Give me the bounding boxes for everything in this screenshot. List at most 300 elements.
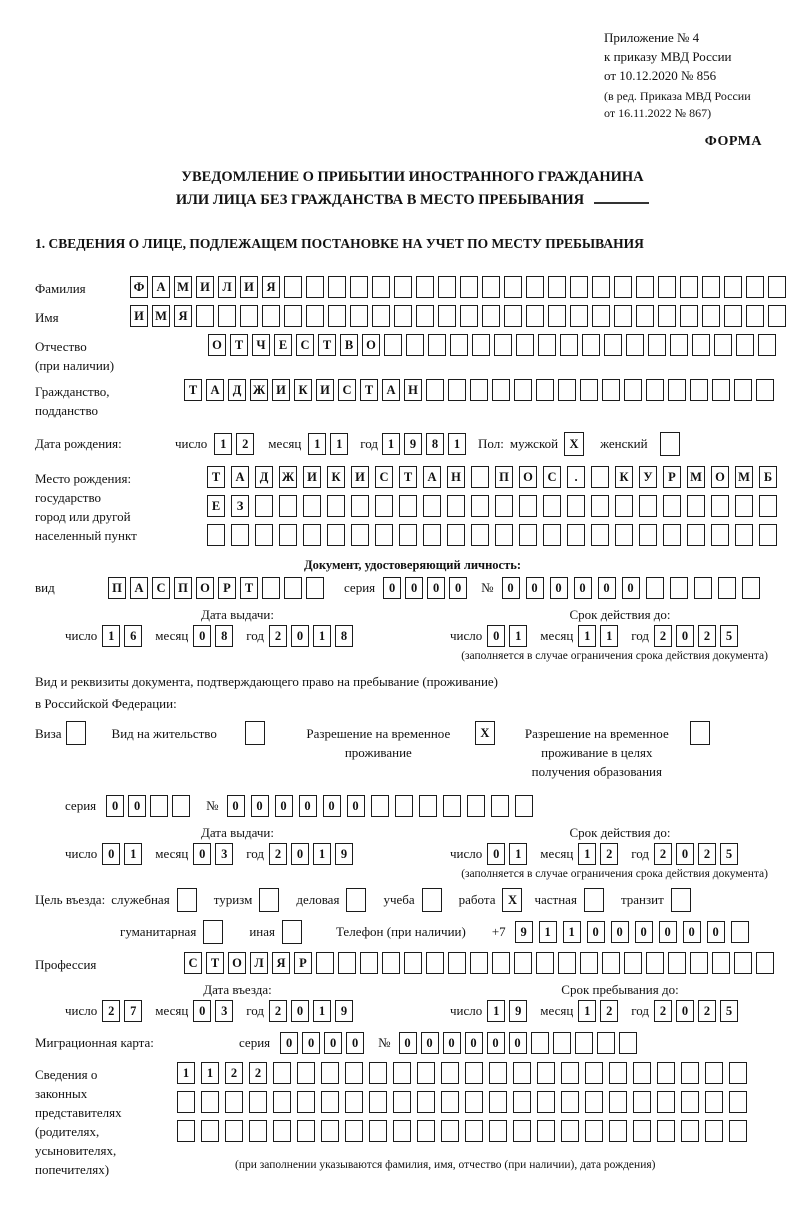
char-cell[interactable] <box>724 305 742 327</box>
char-cell[interactable]: 0 <box>346 1032 364 1054</box>
char-cell[interactable] <box>465 1091 483 1113</box>
char-cell[interactable] <box>306 276 324 298</box>
char-cell[interactable] <box>297 1120 315 1142</box>
char-cell[interactable] <box>670 334 688 356</box>
char-cell[interactable]: 0 <box>128 795 146 817</box>
char-cell[interactable]: Л <box>250 952 268 974</box>
char-cell[interactable] <box>369 1091 387 1113</box>
char-cell[interactable]: Б <box>759 466 777 488</box>
char-cell[interactable] <box>201 1091 219 1113</box>
char-cell[interactable]: 9 <box>515 921 533 943</box>
char-cell[interactable] <box>321 1062 339 1084</box>
char-cell[interactable] <box>441 1091 459 1113</box>
char-cell[interactable] <box>306 577 324 599</box>
char-cell[interactable] <box>492 379 510 401</box>
char-cell[interactable]: С <box>375 466 393 488</box>
char-cell[interactable] <box>756 379 774 401</box>
char-cell[interactable] <box>536 952 554 974</box>
char-cell[interactable] <box>548 305 566 327</box>
char-cell[interactable]: 2 <box>225 1062 243 1084</box>
char-cell[interactable] <box>585 1062 603 1084</box>
char-cell[interactable] <box>692 334 710 356</box>
char-cell[interactable]: 1 <box>313 625 331 647</box>
char-cell[interactable] <box>231 524 249 546</box>
blank-underline[interactable] <box>594 202 649 204</box>
char-cell[interactable] <box>636 276 654 298</box>
char-cell[interactable] <box>419 795 437 817</box>
char-cell[interactable] <box>731 921 749 943</box>
char-cell[interactable] <box>369 1062 387 1084</box>
char-cell[interactable] <box>282 920 302 944</box>
char-cell[interactable] <box>585 1120 603 1142</box>
char-cell[interactable] <box>375 495 393 517</box>
char-cell[interactable] <box>371 795 389 817</box>
char-cell[interactable]: 0 <box>291 1000 309 1022</box>
char-cell[interactable]: А <box>423 466 441 488</box>
char-cell[interactable]: 1 <box>308 433 326 455</box>
char-cell[interactable] <box>416 305 434 327</box>
char-cell[interactable]: 0 <box>465 1032 483 1054</box>
char-cell[interactable]: О <box>196 577 214 599</box>
char-cell[interactable]: Т <box>230 334 248 356</box>
char-cell[interactable] <box>519 495 537 517</box>
char-cell[interactable] <box>489 1120 507 1142</box>
char-cell[interactable]: Ж <box>279 466 297 488</box>
char-cell[interactable]: А <box>152 276 170 298</box>
char-cell[interactable] <box>711 524 729 546</box>
char-cell[interactable] <box>680 276 698 298</box>
char-cell[interactable]: 3 <box>215 1000 233 1022</box>
char-cell[interactable]: С <box>184 952 202 974</box>
char-cell[interactable] <box>321 1091 339 1113</box>
char-cell[interactable] <box>471 495 489 517</box>
char-cell[interactable] <box>657 1091 675 1113</box>
char-cell[interactable] <box>538 334 556 356</box>
char-cell[interactable]: 0 <box>676 625 694 647</box>
char-cell[interactable]: 0 <box>106 795 124 817</box>
char-cell[interactable] <box>604 334 622 356</box>
char-cell[interactable]: 1 <box>578 1000 596 1022</box>
char-cell[interactable]: 0 <box>324 1032 342 1054</box>
char-cell[interactable] <box>262 577 280 599</box>
char-cell[interactable] <box>735 495 753 517</box>
char-cell[interactable]: П <box>495 466 513 488</box>
char-cell[interactable]: Ч <box>252 334 270 356</box>
char-cell[interactable]: Т <box>399 466 417 488</box>
char-cell[interactable]: Т <box>360 379 378 401</box>
char-cell[interactable]: 2 <box>269 625 287 647</box>
char-cell[interactable] <box>384 334 402 356</box>
char-cell[interactable] <box>515 795 533 817</box>
char-cell[interactable] <box>346 888 366 912</box>
char-cell[interactable]: 1 <box>102 625 120 647</box>
char-cell[interactable] <box>177 888 197 912</box>
char-cell[interactable] <box>284 276 302 298</box>
char-cell[interactable]: 0 <box>487 843 505 865</box>
char-cell[interactable]: Р <box>218 577 236 599</box>
char-cell[interactable] <box>273 1062 291 1084</box>
char-cell[interactable] <box>646 577 664 599</box>
char-cell[interactable] <box>482 305 500 327</box>
char-cell[interactable]: У <box>639 466 657 488</box>
char-cell[interactable] <box>584 888 604 912</box>
char-cell[interactable] <box>255 495 273 517</box>
char-cell[interactable]: А <box>130 577 148 599</box>
char-cell[interactable] <box>316 952 334 974</box>
char-cell[interactable] <box>395 795 413 817</box>
char-cell[interactable] <box>489 1062 507 1084</box>
char-cell[interactable] <box>609 1062 627 1084</box>
char-cell[interactable] <box>177 1091 195 1113</box>
char-cell[interactable]: 6 <box>124 625 142 647</box>
char-cell[interactable]: 0 <box>421 1032 439 1054</box>
char-cell[interactable] <box>470 379 488 401</box>
char-cell[interactable] <box>255 524 273 546</box>
char-cell[interactable] <box>582 334 600 356</box>
char-cell[interactable] <box>470 952 488 974</box>
char-cell[interactable] <box>328 305 346 327</box>
char-cell[interactable] <box>712 952 730 974</box>
char-cell[interactable]: 1 <box>124 843 142 865</box>
char-cell[interactable] <box>279 524 297 546</box>
char-cell[interactable]: 0 <box>587 921 605 943</box>
char-cell[interactable] <box>172 795 190 817</box>
char-cell[interactable] <box>495 524 513 546</box>
char-cell[interactable] <box>702 305 720 327</box>
char-cell[interactable] <box>284 577 302 599</box>
char-cell[interactable]: 0 <box>323 795 341 817</box>
char-cell[interactable] <box>262 305 280 327</box>
char-cell[interactable] <box>465 1120 483 1142</box>
char-cell[interactable] <box>372 276 390 298</box>
char-cell[interactable]: Д <box>255 466 273 488</box>
char-cell[interactable]: X <box>502 888 522 912</box>
char-cell[interactable]: 0 <box>102 843 120 865</box>
char-cell[interactable]: Т <box>206 952 224 974</box>
char-cell[interactable]: И <box>272 379 290 401</box>
char-cell[interactable] <box>759 524 777 546</box>
char-cell[interactable] <box>633 1062 651 1084</box>
char-cell[interactable] <box>338 952 356 974</box>
char-cell[interactable] <box>597 1032 615 1054</box>
char-cell[interactable] <box>207 524 225 546</box>
char-cell[interactable]: 0 <box>347 795 365 817</box>
char-cell[interactable] <box>394 305 412 327</box>
char-cell[interactable]: Я <box>174 305 192 327</box>
char-cell[interactable] <box>614 276 632 298</box>
char-cell[interactable]: 0 <box>275 795 293 817</box>
char-cell[interactable] <box>639 524 657 546</box>
char-cell[interactable]: П <box>108 577 126 599</box>
char-cell[interactable]: 0 <box>676 843 694 865</box>
char-cell[interactable]: 0 <box>405 577 423 599</box>
char-cell[interactable] <box>350 305 368 327</box>
char-cell[interactable]: 2 <box>698 1000 716 1022</box>
char-cell[interactable]: 0 <box>598 577 616 599</box>
char-cell[interactable] <box>624 379 642 401</box>
char-cell[interactable]: О <box>362 334 380 356</box>
char-cell[interactable] <box>345 1120 363 1142</box>
char-cell[interactable] <box>687 495 705 517</box>
char-cell[interactable] <box>225 1091 243 1113</box>
char-cell[interactable] <box>543 495 561 517</box>
char-cell[interactable] <box>639 495 657 517</box>
char-cell[interactable] <box>417 1120 435 1142</box>
char-cell[interactable] <box>465 1062 483 1084</box>
char-cell[interactable] <box>609 1091 627 1113</box>
char-cell[interactable]: С <box>296 334 314 356</box>
char-cell[interactable]: 0 <box>299 795 317 817</box>
char-cell[interactable]: Т <box>318 334 336 356</box>
char-cell[interactable] <box>372 305 390 327</box>
char-cell[interactable] <box>249 1120 267 1142</box>
char-cell[interactable] <box>428 334 446 356</box>
char-cell[interactable] <box>441 1120 459 1142</box>
char-cell[interactable] <box>489 1091 507 1113</box>
char-cell[interactable] <box>658 305 676 327</box>
char-cell[interactable] <box>327 524 345 546</box>
char-cell[interactable] <box>570 305 588 327</box>
char-cell[interactable] <box>567 524 585 546</box>
char-cell[interactable]: 5 <box>720 625 738 647</box>
char-cell[interactable]: 0 <box>611 921 629 943</box>
char-cell[interactable]: 0 <box>291 843 309 865</box>
char-cell[interactable]: 0 <box>707 921 725 943</box>
char-cell[interactable] <box>736 334 754 356</box>
char-cell[interactable]: 0 <box>193 1000 211 1022</box>
char-cell[interactable] <box>526 305 544 327</box>
char-cell[interactable] <box>467 795 485 817</box>
char-cell[interactable]: И <box>130 305 148 327</box>
char-cell[interactable]: Т <box>184 379 202 401</box>
char-cell[interactable] <box>724 276 742 298</box>
char-cell[interactable]: О <box>711 466 729 488</box>
char-cell[interactable] <box>657 1120 675 1142</box>
char-cell[interactable]: 0 <box>280 1032 298 1054</box>
char-cell[interactable] <box>602 952 620 974</box>
char-cell[interactable] <box>196 305 214 327</box>
char-cell[interactable]: К <box>327 466 345 488</box>
char-cell[interactable] <box>714 334 732 356</box>
char-cell[interactable]: И <box>351 466 369 488</box>
char-cell[interactable] <box>423 524 441 546</box>
char-cell[interactable] <box>561 1120 579 1142</box>
char-cell[interactable] <box>646 379 664 401</box>
char-cell[interactable] <box>471 524 489 546</box>
char-cell[interactable] <box>712 379 730 401</box>
char-cell[interactable] <box>443 795 461 817</box>
char-cell[interactable]: Д <box>228 379 246 401</box>
char-cell[interactable]: 0 <box>526 577 544 599</box>
char-cell[interactable] <box>746 305 764 327</box>
char-cell[interactable]: 0 <box>193 843 211 865</box>
char-cell[interactable] <box>690 721 710 745</box>
char-cell[interactable] <box>694 577 712 599</box>
char-cell[interactable] <box>448 379 466 401</box>
char-cell[interactable] <box>681 1120 699 1142</box>
char-cell[interactable] <box>279 495 297 517</box>
char-cell[interactable] <box>441 1062 459 1084</box>
char-cell[interactable] <box>660 432 680 456</box>
char-cell[interactable] <box>742 577 760 599</box>
char-cell[interactable] <box>758 334 776 356</box>
char-cell[interactable] <box>423 495 441 517</box>
char-cell[interactable] <box>245 721 265 745</box>
char-cell[interactable]: 1 <box>382 433 400 455</box>
char-cell[interactable] <box>150 795 168 817</box>
char-cell[interactable] <box>668 952 686 974</box>
char-cell[interactable]: Е <box>274 334 292 356</box>
char-cell[interactable] <box>619 1032 637 1054</box>
char-cell[interactable] <box>548 276 566 298</box>
char-cell[interactable] <box>447 524 465 546</box>
char-cell[interactable] <box>177 1120 195 1142</box>
char-cell[interactable]: З <box>231 495 249 517</box>
char-cell[interactable] <box>591 466 609 488</box>
char-cell[interactable]: X <box>475 721 495 745</box>
char-cell[interactable] <box>561 1091 579 1113</box>
char-cell[interactable]: М <box>152 305 170 327</box>
char-cell[interactable]: 0 <box>676 1000 694 1022</box>
char-cell[interactable] <box>768 305 786 327</box>
char-cell[interactable]: 2 <box>654 625 672 647</box>
char-cell[interactable] <box>438 305 456 327</box>
char-cell[interactable]: 2 <box>698 843 716 865</box>
char-cell[interactable]: 1 <box>177 1062 195 1084</box>
char-cell[interactable] <box>609 1120 627 1142</box>
char-cell[interactable] <box>768 276 786 298</box>
char-cell[interactable]: И <box>196 276 214 298</box>
char-cell[interactable]: М <box>174 276 192 298</box>
char-cell[interactable] <box>375 524 393 546</box>
char-cell[interactable]: Ф <box>130 276 148 298</box>
char-cell[interactable]: 1 <box>509 843 527 865</box>
char-cell[interactable]: 1 <box>578 843 596 865</box>
char-cell[interactable] <box>422 888 442 912</box>
char-cell[interactable]: 8 <box>215 625 233 647</box>
char-cell[interactable]: 2 <box>269 843 287 865</box>
char-cell[interactable] <box>416 276 434 298</box>
char-cell[interactable] <box>648 334 666 356</box>
char-cell[interactable]: 0 <box>443 1032 461 1054</box>
char-cell[interactable] <box>306 305 324 327</box>
char-cell[interactable] <box>705 1091 723 1113</box>
char-cell[interactable]: 0 <box>502 577 520 599</box>
char-cell[interactable]: 2 <box>600 1000 618 1022</box>
char-cell[interactable] <box>615 524 633 546</box>
char-cell[interactable] <box>327 495 345 517</box>
char-cell[interactable] <box>284 305 302 327</box>
char-cell[interactable]: 0 <box>251 795 269 817</box>
char-cell[interactable]: 1 <box>313 1000 331 1022</box>
char-cell[interactable] <box>417 1091 435 1113</box>
char-cell[interactable] <box>393 1120 411 1142</box>
char-cell[interactable]: О <box>208 334 226 356</box>
char-cell[interactable] <box>531 1032 549 1054</box>
char-cell[interactable] <box>472 334 490 356</box>
char-cell[interactable] <box>705 1062 723 1084</box>
char-cell[interactable]: 0 <box>487 625 505 647</box>
char-cell[interactable] <box>658 276 676 298</box>
char-cell[interactable] <box>580 952 598 974</box>
char-cell[interactable] <box>570 276 588 298</box>
char-cell[interactable] <box>460 305 478 327</box>
char-cell[interactable] <box>393 1091 411 1113</box>
char-cell[interactable]: 7 <box>124 1000 142 1022</box>
char-cell[interactable] <box>558 952 576 974</box>
char-cell[interactable] <box>514 952 532 974</box>
char-cell[interactable] <box>492 952 510 974</box>
char-cell[interactable]: 1 <box>214 433 232 455</box>
char-cell[interactable]: Е <box>207 495 225 517</box>
char-cell[interactable]: 0 <box>622 577 640 599</box>
char-cell[interactable] <box>536 379 554 401</box>
char-cell[interactable] <box>406 334 424 356</box>
char-cell[interactable] <box>249 1091 267 1113</box>
char-cell[interactable]: С <box>338 379 356 401</box>
char-cell[interactable] <box>328 276 346 298</box>
char-cell[interactable] <box>382 952 400 974</box>
char-cell[interactable] <box>558 379 576 401</box>
char-cell[interactable]: 0 <box>193 625 211 647</box>
char-cell[interactable] <box>225 1120 243 1142</box>
char-cell[interactable] <box>624 952 642 974</box>
char-cell[interactable] <box>718 577 736 599</box>
char-cell[interactable] <box>746 276 764 298</box>
char-cell[interactable] <box>351 524 369 546</box>
char-cell[interactable] <box>633 1120 651 1142</box>
char-cell[interactable] <box>482 276 500 298</box>
char-cell[interactable]: 1 <box>448 433 466 455</box>
char-cell[interactable]: Р <box>663 466 681 488</box>
char-cell[interactable]: 2 <box>654 843 672 865</box>
char-cell[interactable] <box>734 952 752 974</box>
char-cell[interactable] <box>615 495 633 517</box>
char-cell[interactable]: 0 <box>227 795 245 817</box>
char-cell[interactable]: М <box>735 466 753 488</box>
char-cell[interactable] <box>592 305 610 327</box>
char-cell[interactable] <box>297 1062 315 1084</box>
char-cell[interactable] <box>513 1062 531 1084</box>
char-cell[interactable] <box>560 334 578 356</box>
char-cell[interactable] <box>240 305 258 327</box>
char-cell[interactable] <box>561 1062 579 1084</box>
char-cell[interactable] <box>759 495 777 517</box>
char-cell[interactable]: Н <box>404 379 422 401</box>
char-cell[interactable] <box>646 952 664 974</box>
char-cell[interactable] <box>690 952 708 974</box>
char-cell[interactable] <box>602 379 620 401</box>
char-cell[interactable]: 0 <box>427 577 445 599</box>
char-cell[interactable]: 1 <box>330 433 348 455</box>
char-cell[interactable] <box>471 466 489 488</box>
char-cell[interactable]: 0 <box>399 1032 417 1054</box>
char-cell[interactable] <box>494 334 512 356</box>
char-cell[interactable]: 1 <box>578 625 596 647</box>
char-cell[interactable] <box>438 276 456 298</box>
char-cell[interactable] <box>504 305 522 327</box>
char-cell[interactable] <box>657 1062 675 1084</box>
char-cell[interactable]: 1 <box>539 921 557 943</box>
char-cell[interactable]: В <box>340 334 358 356</box>
char-cell[interactable] <box>702 276 720 298</box>
char-cell[interactable] <box>303 495 321 517</box>
char-cell[interactable] <box>591 524 609 546</box>
char-cell[interactable] <box>203 920 223 944</box>
char-cell[interactable] <box>399 524 417 546</box>
char-cell[interactable]: 8 <box>335 625 353 647</box>
char-cell[interactable] <box>670 577 688 599</box>
